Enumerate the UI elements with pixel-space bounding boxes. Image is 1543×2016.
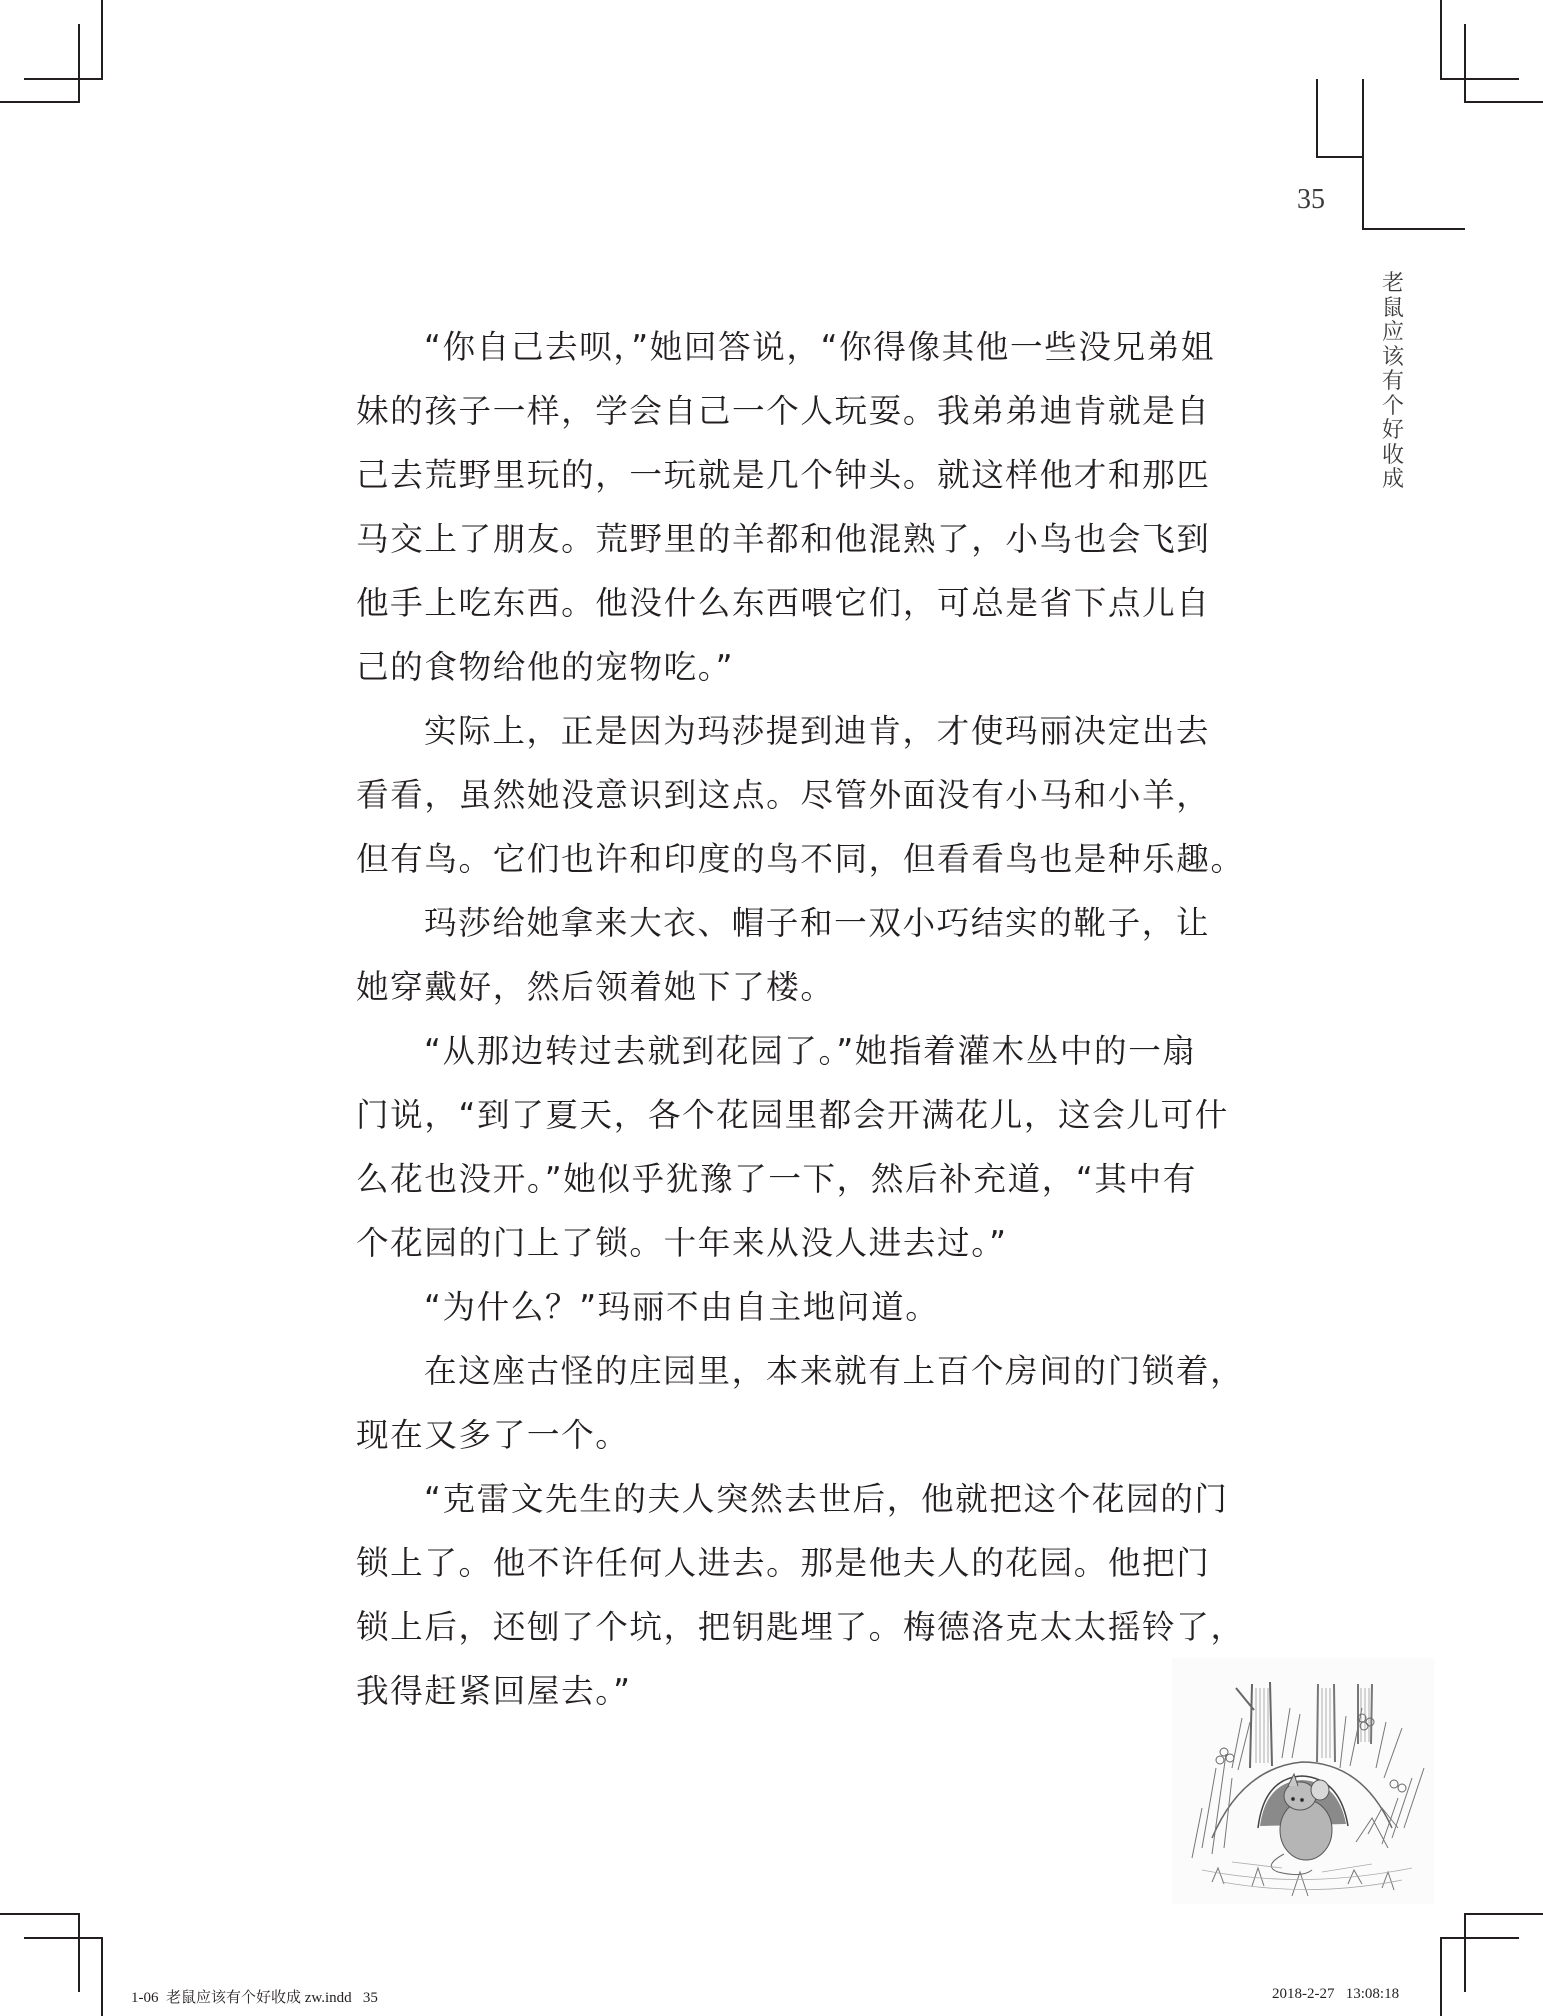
crop-mark [24, 1937, 103, 1939]
footer-file-slug: 1-06 老鼠应该有个好收成 zw.indd 35 [131, 1990, 378, 2006]
crop-mark [0, 1913, 80, 1915]
header-rule [1362, 79, 1364, 230]
text-line: 玛莎给她拿来大衣、帽子和一双小巧结实的靴子，让 [424, 904, 1211, 942]
footer-timestamp: 2018-2-27 13:08:18 [1272, 1986, 1400, 2002]
text-line: “从那边转过去就到花园了。”她指着灌木丛中的一扇 [424, 1032, 1197, 1070]
mouse-sketch-icon [1172, 1658, 1434, 1904]
crop-mark [1464, 24, 1466, 103]
crop-mark [0, 101, 80, 103]
crop-mark [1464, 101, 1543, 103]
text-line: 他手上吃东西。他没什么东西喂它们，可总是省下点儿自 [356, 584, 1211, 622]
text-line: 我得赶紧回屋去。” [356, 1672, 632, 1710]
text-line: 锁上了。他不许任何人进去。那是他夫人的花园。他把门 [356, 1544, 1211, 1582]
text-line: 她穿戴好，然后领着她下了楼。 [356, 968, 835, 1006]
header-rule [1362, 228, 1465, 230]
text-line: 马交上了朋友。荒野里的羊都和他混熟了，小鸟也会飞到 [356, 520, 1211, 558]
mouse-illustration [1172, 1658, 1434, 1904]
crop-mark [101, 1937, 103, 2016]
text-line: 个花园的门上了锁。十年来从没人进去过。” [356, 1224, 1008, 1262]
text-line: “为什么？”玛丽不由自主地问道。 [424, 1288, 940, 1326]
crop-mark [1464, 1913, 1466, 1992]
crop-mark [1440, 0, 1442, 79]
text-line: 么花也没开。”她似乎犹豫了一下，然后补充道，“其中有 [356, 1160, 1197, 1198]
text-line: 在这座古怪的庄园里，本来就有上百个房间的门锁着， [424, 1352, 1245, 1390]
crop-mark [24, 78, 103, 80]
crop-mark [1440, 1937, 1519, 1939]
crop-mark [78, 24, 80, 103]
header-rule [1316, 79, 1318, 157]
header-rule [1316, 156, 1363, 158]
crop-mark [78, 1913, 80, 1992]
running-head-title: 老鼠应该有个好收成 [1381, 271, 1404, 492]
crop-mark [1464, 1913, 1543, 1915]
text-line: 但有鸟。它们也许和印度的鸟不同，但看看鸟也是种乐趣。 [356, 840, 1245, 878]
body-text [356, 322, 1245, 1730]
text-line: 实际上，正是因为玛莎提到迪肯，才使玛丽决定出去 [424, 712, 1211, 750]
text-line: 看看，虽然她没意识到这点。尽管外面没有小马和小羊， [356, 776, 1211, 814]
crop-mark [101, 0, 103, 79]
crop-mark [1440, 78, 1519, 80]
text-line: 己的食物给他的宠物吃。” [356, 648, 735, 686]
text-line: 妹的孩子一样，学会自己一个人玩耍。我弟弟迪肯就是自 [356, 392, 1211, 430]
text-line: 锁上后，还刨了个坑，把钥匙埋了。梅德洛克太太摇铃了， [356, 1608, 1245, 1646]
page-number: 35 [1297, 184, 1325, 215]
text-line: 现在又多了一个。 [356, 1416, 630, 1454]
text-line: 己去荒野里玩的，一玩就是几个钟头。就这样他才和那匹 [356, 456, 1211, 494]
text-line: “你自己去呗，”她回答说，“你得像其他一些没兄弟姐 [424, 328, 1216, 366]
crop-mark [1440, 1937, 1442, 2016]
text-line: 门说，“到了夏天，各个花园里都会开满花儿，这会儿可什 [356, 1096, 1229, 1134]
text-line: “克雷文先生的夫人突然去世后，他就把这个花园的门 [424, 1480, 1229, 1518]
